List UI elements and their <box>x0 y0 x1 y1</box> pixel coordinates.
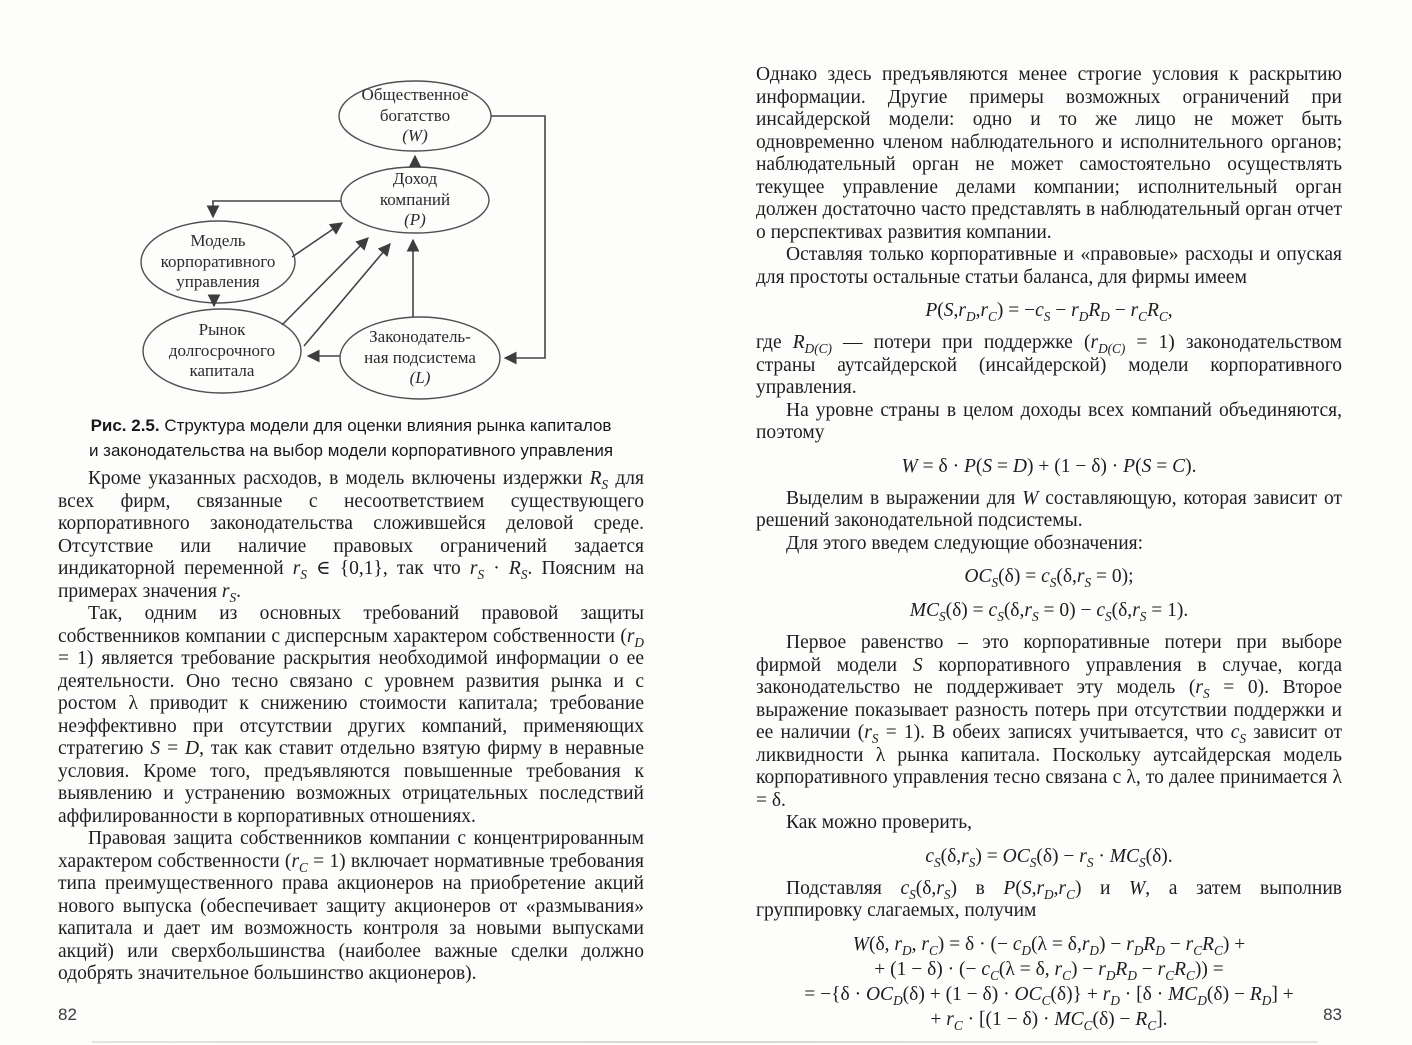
paragraph: На уровне страны в целом доходы всех компаний объединяются, поэтому <box>756 399 1342 443</box>
right-page-text-column <box>756 64 1342 1041</box>
page-number-right: 83 <box>1323 1005 1342 1024</box>
figure-caption-line: и законодательства на выбор модели корпоративного управления <box>88 441 614 460</box>
formula-cs: $c_S(\delta,r_S) = OC_S(\delta) - r_S \cdot MC_S(\delta)$. <box>925 845 1173 870</box>
figure-2-5-diagram <box>80 70 640 415</box>
node-capital-market-label <box>169 320 275 382</box>
node-label-symbol: (P) <box>404 210 426 230</box>
paragraph: Кроме указанных расходов, в модель включены издержки $R_S$ для всех фирм, связанные с несоответствием существующего корпоративного законодательства сложившейся деловой среде. Отсутствие или наличие правовых ограничений задается индикаторной переменной $r_S$ ∈ {0,1}, так что $r_S \cdot R_S$. Поясним на примерах значения $r_S$. <box>58 468 644 605</box>
node-label-line: Рынок <box>198 319 246 339</box>
node-label-line: управления <box>176 272 260 292</box>
formula-wealth-expanded: W(δ, $r_D$, $r_C) = \delta$ · (− $c_D(\lambda = \delta,r_D) - r_DR_D - r_CR_C$) + + (1 − δ) · (− $c_C(\lambda = \delta$, $r_C) - r_DR_D - r_CR_C$)) = = $-\{\delta \cdot OC_D(\delta) + (1 - \delta) \cdot OC_C(\delta)\} + r_D \cdot [\delta \cdot MC_D(\delta) - R_D]$ + + $r_C \cdot [(1 - \delta) \cdot MC_C(\delta) - R_C]$. <box>804 933 1294 1033</box>
node-label-line: корпоративного <box>160 251 276 271</box>
node-label-line: Модель <box>190 230 246 250</box>
arrow-model-to-income <box>292 223 342 257</box>
node-label-symbol: (W) <box>402 126 428 146</box>
node-label-line: ная подсистема <box>364 347 476 367</box>
node-company-income-label <box>380 169 450 231</box>
figure-caption-line: Рис. 2.5. Структура модели для оценки влияния рынка капиталов <box>90 416 612 435</box>
paragraph: Первое равенство – это корпоративные потери при выборе фирмой модели S корпоративного управления в случае, когда законодательство не поддерживает эту модель $(r_S = 0)$. Второе выражение показывает разность потерь при отсутствии поддержки и ее наличии $(r_S = 1)$. В обеих записях учитывается, что $c_S$ зависит от ликвидности λ рынка капитала. Поскольку аутсайдерская модель корпоративного управления тесно связана с λ, то далее принимается λ = δ. <box>756 632 1342 811</box>
node-label-line: капитала <box>189 361 255 381</box>
arrow-market-to-income-1 <box>282 238 368 325</box>
paragraph: Правовая защита собственников компании с концентрированным характером собственности $(r_C = 1)$ включает нормативные требования типа преимущественного права акционеров на приобретение акций нового выпуска (обеспечивает защиту акционеров от «размывания» капитала и дает им возможность контроля за новыми выпусками акций) или сверхбольшинства (наиболее важные сделки должно одобрять значительное большинство акционеров). <box>58 828 644 984</box>
page-number-left: 82 <box>58 1005 77 1024</box>
node-label-line: Законодатель- <box>369 326 471 346</box>
arrow-income-to-model <box>213 201 341 217</box>
formula-mc: $MC_S(\delta) = c_S(\delta,r_S = 0) - c_S(\delta,r_S = 1)$. <box>909 600 1189 624</box>
paragraph: Как можно проверить, <box>786 812 973 833</box>
formula-firm-income: $P(S,r_D,r_C) = -c_S - r_DR_D - r_CR_C$, <box>925 300 1173 324</box>
arrow-wealth-to-legal <box>491 116 545 358</box>
paragraph: Для этого введем следующие обозначения: <box>786 532 1144 554</box>
node-public-wealth-label <box>362 85 469 147</box>
node-label-line: долгосрочного <box>168 340 276 360</box>
left-page-text-column <box>58 468 644 986</box>
paragraph: Так, одним из основных требований правовой защиты собственников компании с дисперсным характером собственности $(r_D = 1)$ является требование раскрытия необходимой информации о ее деятельности. Оно тесно связано с уровнем развития рынка и с ростом λ приводит к снижению стоимости капитала; требование неэффективно при отсутствии других компаний, применяющих стратегию S = D, так как ставит отдельно взятую фирму в неравные условия. Кроме того, предъявляются повышенные требования к выявлению и устранению возможных отрицательных последствий аффилированности в корпоративных отношениях. <box>58 603 644 827</box>
page-bottom-edge-shadow <box>92 1041 1318 1043</box>
node-legal-subsystem-label <box>364 327 476 389</box>
paragraph: Оставляя только корпоративные и «правовые» расходы и опуская для простоты остальные статьи баланса, для фирмы имеем <box>756 244 1342 288</box>
node-governance-model-label <box>161 231 276 293</box>
formula-wealth: W = δ · P(S = D) + (1 − δ) · P(S = C). <box>901 455 1197 477</box>
node-label-line: Доход <box>392 168 438 188</box>
node-label-symbol: (L) <box>409 368 431 388</box>
figure-2-5-caption <box>58 413 644 463</box>
paragraph: Подставляя $c_S(\delta,r_S)$ в $P(S,r_D,r_C)$ и W, а затем выполнив группировку слагаемых, получим <box>756 877 1342 921</box>
node-label-line: богатство <box>379 105 451 125</box>
formula-oc: $OC_S(\delta) = c_S(\delta,r_S = 0)$; <box>964 566 1134 590</box>
paragraph: Выделим в выражении для W составляющую, которая зависит от решений законодательной подсистемы. <box>756 487 1342 531</box>
paragraph: где $R_{D(C)}$ — потери при поддержке $(r_{D(C)} = 1)$ законодательством страны аутсайдерской (инсайдерской) модели корпоративного управления. <box>756 332 1342 398</box>
node-label-line: компаний <box>379 189 451 209</box>
node-label-line: Общественное <box>361 84 469 104</box>
paragraph: Однако здесь предъявляются менее строгие условия к раскрытию информации. Другие примеры возможных ограничений при инсайдерской модели: одно и то же лицо не может быть одновременно членом наблюдательного и исполнительного органов; наблюдательный орган не может самостоятельно осуществлять текущее управление делами компании; исполнительный орган должен достаточно часто представлять в наблюдательный орган отчет о перспективах развития компании. <box>756 64 1342 243</box>
